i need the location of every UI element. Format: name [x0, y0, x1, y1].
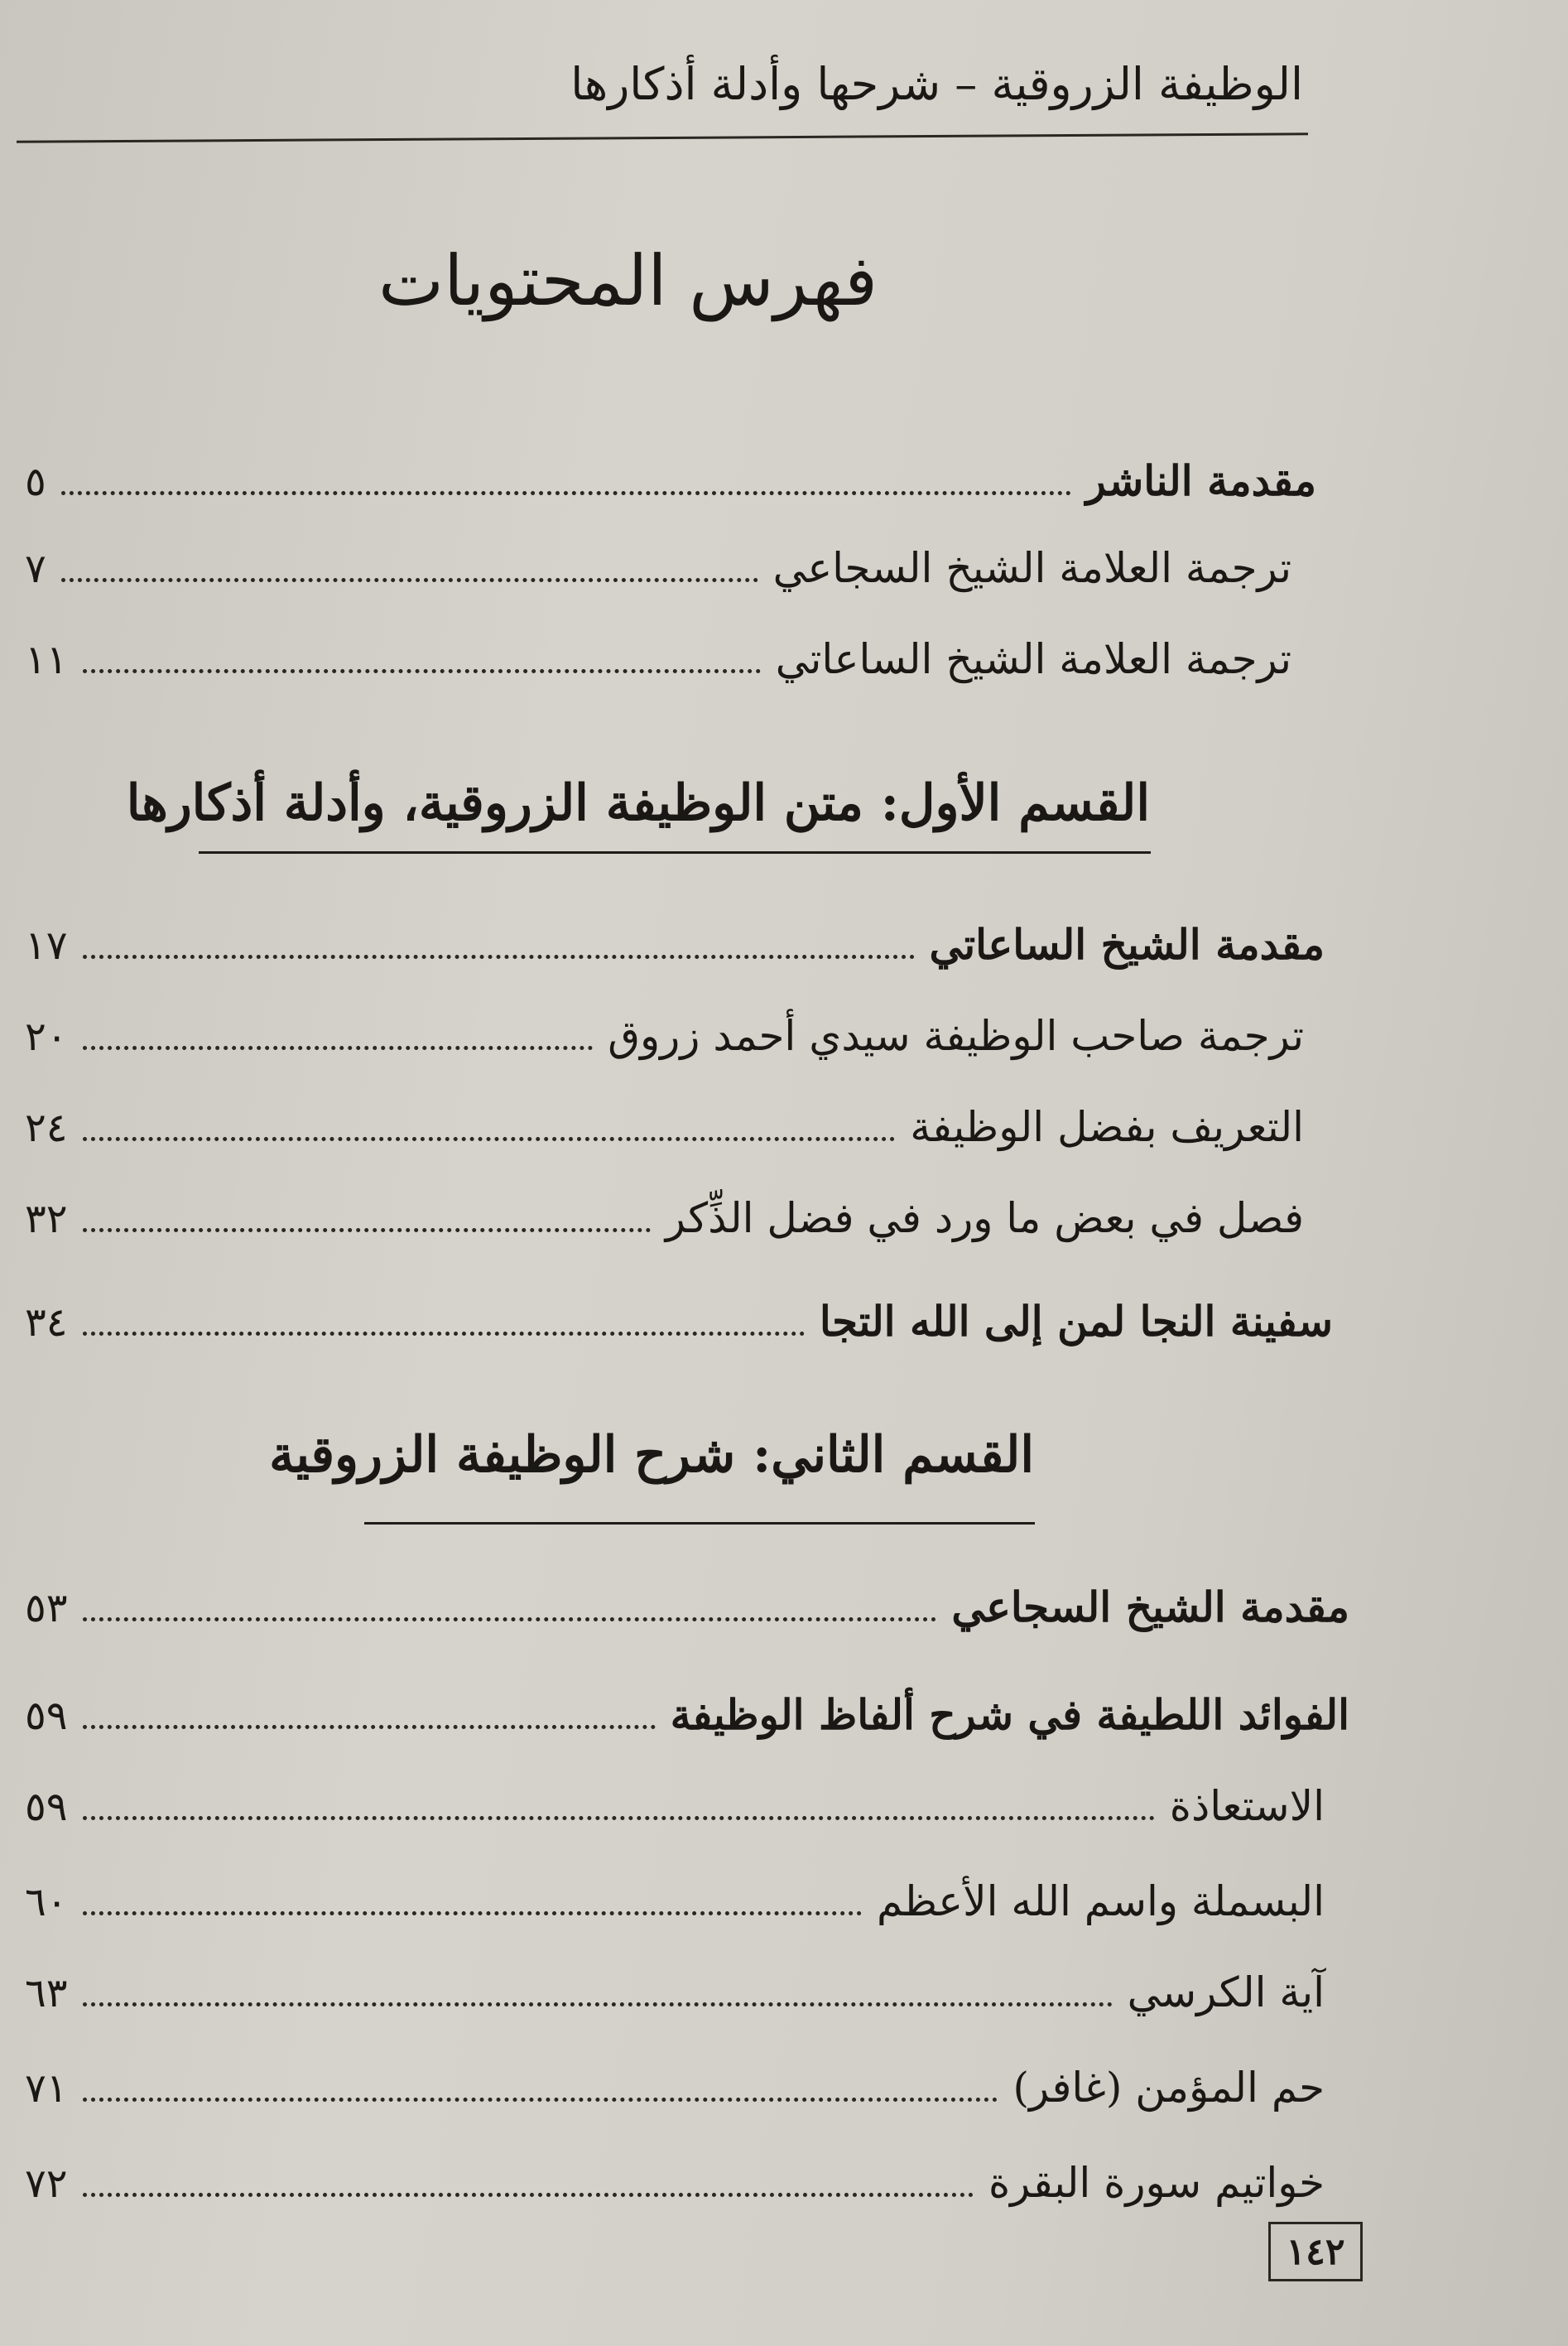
toc-entry-label: ترجمة العلامة الشيخ الساعاتي — [775, 635, 1291, 683]
toc-entry — [25, 894, 1325, 969]
toc-entry-page: ٣٤ — [25, 1299, 68, 1346]
toc-entry-page: ٥٩ — [25, 1693, 68, 1739]
toc-entry-page: ٧ — [25, 546, 46, 592]
dot-leader — [83, 1046, 594, 1050]
dot-leader — [83, 1911, 862, 1915]
toc-entry — [25, 431, 1316, 505]
toc-entry-page: ٢٤ — [25, 1105, 68, 1151]
toc-entry-page: ٥٩ — [25, 1784, 68, 1830]
toc-entry-label: حم المؤمن (غافر) — [1012, 2064, 1325, 2112]
running-header: الوظيفة الزروقية – شرحها وأدلة أذكارها — [570, 58, 1303, 110]
toc-entry-label: الاستعاذة — [1169, 1782, 1325, 1830]
dot-leader — [83, 955, 915, 959]
toc-entry-label: آية الكرسي — [1127, 1968, 1325, 2016]
toc-entry — [25, 609, 1291, 683]
dot-leader — [83, 1228, 651, 1232]
toc-entry-label: فصل في بعض ما ورد في فضل الذِّكر — [665, 1194, 1304, 1242]
section-heading: القسم الثاني: شرح الوظيفة الزروقية — [269, 1426, 1034, 1484]
page-number-box — [1268, 2222, 1363, 2281]
dot-leader — [61, 578, 758, 582]
toc-entry — [25, 2037, 1325, 2112]
toc-entry-label: التعريف بفضل الوظيفة — [910, 1103, 1304, 1151]
toc-entry — [25, 1168, 1304, 1242]
page-title: فهرس المحتويات — [378, 240, 878, 321]
toc-entry — [25, 1664, 1349, 1739]
page-number: ١٤٢ — [1286, 2230, 1345, 2273]
dot-leader — [83, 2193, 974, 2197]
toc-entry-page: ٣٢ — [25, 1196, 68, 1242]
toc-entry-page: ٧٢ — [25, 2161, 68, 2207]
dot-leader — [83, 1137, 896, 1141]
section-heading: القسم الأول: متن الوظيفة الزروقية، وأدلة أذكارها — [126, 774, 1150, 832]
toc-entry-label: البسملة واسم الله الأعظم — [877, 1877, 1325, 1925]
dot-leader — [83, 1816, 1155, 1820]
toc-entry — [25, 1077, 1304, 1151]
toc-entry-page: ١٧ — [25, 923, 68, 969]
toc-entry-label: ترجمة العلامة الشيخ السجاعي — [772, 544, 1291, 592]
toc-entry-label: مقدمة الشيخ السجاعي — [951, 1582, 1349, 1631]
toc-entry-label: الفوائد اللطيفة في شرح ألفاظ الوظيفة — [670, 1690, 1349, 1739]
section-heading-underline — [364, 1522, 1035, 1525]
toc-entry — [25, 1271, 1333, 1346]
toc-entry — [25, 1557, 1349, 1631]
toc-entry — [25, 2132, 1325, 2207]
toc-entry-page: ٥٣ — [25, 1585, 68, 1631]
toc-entry-page: ٦٣ — [25, 1970, 68, 2016]
toc-entry — [25, 1851, 1325, 1925]
toc-entry-page: ٢٠ — [25, 1014, 68, 1060]
dot-leader — [83, 669, 761, 673]
toc-entry — [25, 518, 1291, 592]
toc-entry-page: ٦٠ — [25, 1879, 68, 1925]
toc-entry — [25, 985, 1304, 1060]
toc-entry-page: ٧١ — [25, 2065, 68, 2112]
section-heading-underline — [199, 851, 1151, 854]
toc-entry — [25, 1756, 1325, 1830]
dot-leader — [83, 1332, 805, 1336]
dot-leader — [83, 2098, 998, 2102]
toc-entry-page: ١١ — [25, 637, 68, 683]
toc-entry-label: مقدمة الشيخ الساعاتي — [929, 920, 1325, 969]
toc-entry-label: مقدمة الناشر — [1085, 456, 1316, 505]
dot-leader — [83, 1725, 656, 1729]
toc-entry-label: سفينة النجا لمن إلى الله التجا — [819, 1297, 1333, 1346]
toc-entry-label: ترجمة صاحب الوظيفة سيدي أحمد زروق — [608, 1012, 1304, 1060]
dot-leader — [83, 2002, 1113, 2006]
dot-leader — [83, 1617, 937, 1621]
dot-leader — [61, 491, 1071, 495]
toc-entry — [25, 1942, 1325, 2016]
toc-entry-label: خواتيم سورة البقرة — [988, 2159, 1325, 2207]
toc-entry-page: ٥ — [25, 459, 46, 505]
header-rule — [17, 132, 1308, 143]
